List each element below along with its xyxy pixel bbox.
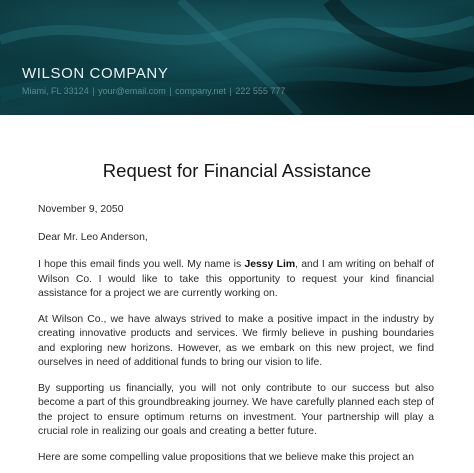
letter-date: November 9, 2050: [38, 204, 124, 215]
contact-address: Miami, FL 33124: [22, 86, 89, 96]
contact-email: your@email.com: [98, 86, 166, 96]
letterhead-banner: [0, 0, 474, 115]
paragraph-value-propositions: Here are some compelling value propositions that we believe make this project an: [38, 451, 414, 463]
contact-separator: |: [169, 86, 172, 96]
paragraph-support: By supporting us financially, you will not only contribute to our success but also become a part of this groundbreaking journey. We have carefully planned each step of the project to ensure optimum returns on investment. Your partnership will play a crucial role in realizing our goals and creating a better future.: [38, 382, 434, 437]
contact-website: company.net: [175, 86, 226, 96]
contact-line: [22, 86, 285, 96]
letter-title: Request for Financial Assistance: [102, 160, 372, 181]
letter-salutation: Dear Mr. Leo Anderson,: [38, 231, 148, 243]
contact-separator: |: [92, 86, 95, 96]
contact-phone: 222 555 777: [235, 86, 286, 96]
paragraph-intro: [38, 258, 434, 302]
intro-text-end: , and I am writing on behalf of Wilson Co. I would like to take this opportunity to request your kind financial assistance for a project we are currently working on.: [38, 259, 434, 299]
sender-name: Jessy Lim: [244, 259, 296, 270]
contact-separator: |: [229, 86, 232, 96]
intro-text-start: I hope this email finds you well. My name is: [38, 259, 245, 270]
paragraph-company: At Wilson Co., we have always strived to make a positive impact in the industry by creating innovative products and services. We firmly believe in pushing boundaries and exploring new horizons. However, as we embark on this new project, we find ourselves in need of additional funds to bring our vision to life.: [38, 313, 434, 368]
company-name: WILSON COMPANY: [22, 65, 169, 82]
letter-body: [38, 203, 434, 473]
fabric-background-image: [0, 0, 474, 115]
